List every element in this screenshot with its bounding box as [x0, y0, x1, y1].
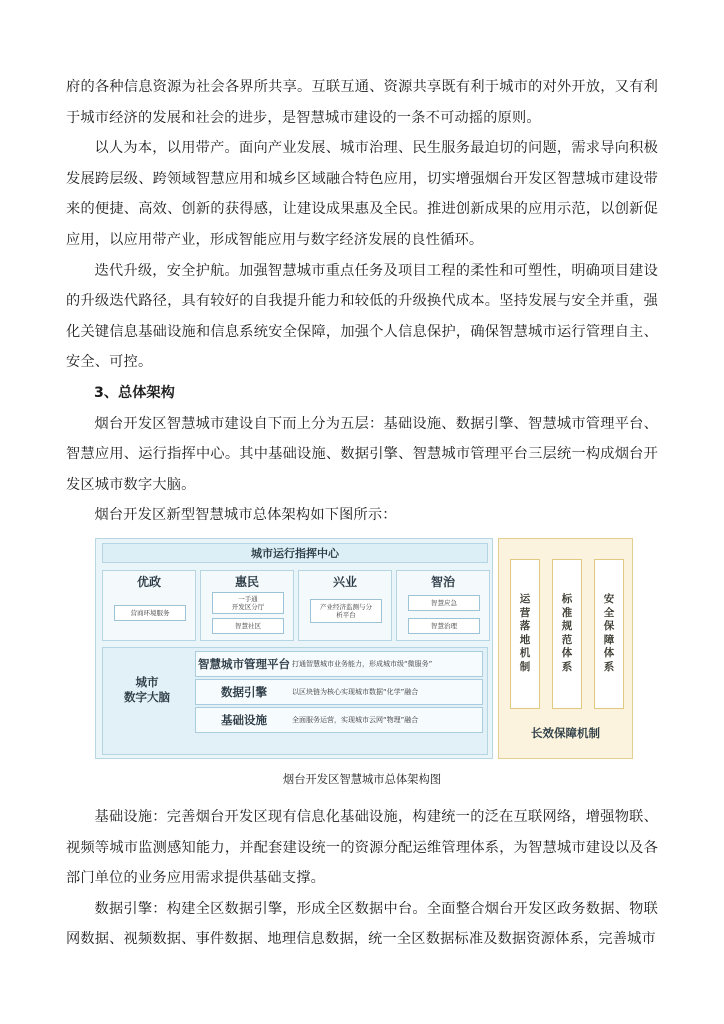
vertical-char: 系 — [603, 660, 615, 673]
paragraph-iterative-upgrade: 迭代升级，安全护航。加强智慧城市重点任务及项目工程的柔性和可塑性，明确项目建设的升级迭代路径，具有较好的自我提升能力和较低的升级换代成本。坚持发展与安全并重，强化关键信息基础设施和信息系统安全保障，加强个人信息保护，确保智慧城市运行管理自主、安全、可控。 — [66, 262, 658, 371]
domain-item: 产业经济监测与分 析平台 — [310, 599, 382, 623]
vertical-char: 地 — [519, 633, 531, 646]
vertical-char: 安 — [603, 593, 615, 606]
vertical-char: 范 — [561, 633, 573, 646]
paragraph-infrastructure: 基础设施：完善烟台开发区现有信息化基础设施，构建统一的泛在互联网络，增强物联、视频等城市监测感知能力，并配套建设统一的资源分配运维管理体系，为智慧城市建设以及各部门单位的业务应用需求提供基础支撑。 — [66, 808, 658, 887]
vertical-char: 运 — [519, 593, 531, 606]
layer-desc: 全面服务运营，实现城市云网“物理”融合 — [292, 715, 419, 724]
guarantee-label: 长效保障机制 — [531, 725, 600, 740]
guarantee-column-security — [594, 559, 624, 709]
layer-data-engine — [195, 679, 483, 705]
paragraph-people-oriented: 以人为本，以用带产。面向产业发展、城市治理、民生服务最迫切的问题，需求导向积极发展跨层级、跨领域智慧应用和城乡区域融合特色应用，切实增强烟台开发区智慧城市建设带来的便捷、高效、创新的获得感，让建设成果惠及全民。推进创新成果的应用示范，以创新促应用，以应用带产业，形成智能应用与数字经济发展的良性循环。 — [66, 140, 658, 248]
guarantee-column-operation — [510, 559, 540, 709]
domain-huimin — [200, 570, 294, 641]
domain-title: 惠民 — [234, 574, 259, 589]
domain-youzheng — [102, 570, 196, 641]
layer-desc: 打通智慧城市业务能力，形成城市级“微服务” — [292, 659, 433, 668]
command-center-bar: 城市运行指挥中心 — [102, 543, 488, 563]
paragraph-open-sharing: 府的各种信息资源为社会各界所共享。互联互通、资源共享既有利于城市的对外开放，又有利于城市经济的发展和社会的进步，是智慧城市建设的一条不可动摇的原则。 — [66, 79, 658, 126]
vertical-char: 体 — [603, 647, 615, 660]
domain-item: 智慧应急 — [408, 595, 480, 611]
vertical-char: 系 — [561, 660, 573, 673]
document-page — [66, 72, 658, 955]
layer-management-platform — [195, 651, 483, 677]
domain-xingye — [298, 570, 392, 641]
vertical-char: 标 — [561, 593, 573, 606]
vertical-char: 准 — [561, 606, 573, 619]
figure-caption: 烟台开发区智慧城市总体架构图 — [282, 772, 442, 786]
vertical-char: 规 — [561, 620, 573, 633]
layer-infrastructure — [195, 707, 483, 733]
section-heading: 3、总体架构 — [94, 384, 175, 401]
city-digital-brain — [102, 647, 488, 755]
vertical-char: 全 — [603, 606, 615, 619]
domain-title: 优政 — [136, 574, 161, 589]
domain-item: 智慧社区 — [212, 618, 284, 634]
vertical-char: 保 — [603, 620, 615, 633]
domain-item: 一手通 开发区分厅 — [212, 592, 284, 614]
domain-item: 智慧治理 — [408, 618, 480, 634]
domain-title: 智治 — [430, 574, 455, 589]
layer-name: 智慧城市管理平台 — [198, 656, 290, 671]
domain-zhizhi — [396, 570, 490, 641]
brain-label: 城市 数字大脑 — [124, 674, 170, 704]
vertical-char: 营 — [519, 606, 531, 619]
guarantee-column-standard — [552, 559, 582, 709]
layer-name: 基础设施 — [221, 712, 267, 727]
vertical-char: 落 — [519, 620, 531, 633]
application-platform-panel — [95, 538, 493, 759]
vertical-char: 机 — [519, 647, 531, 660]
layer-name: 数据引擎 — [221, 684, 267, 699]
paragraph-data-engine: 数据引擎：构建全区数据引擎，形成全区数据中台。全面整合烟台开发区政务数据、物联网数据、视频数据、事件数据、地理信息数据，统一全区数据标准及数据资源体系，完善城市 — [66, 900, 658, 948]
paragraph-five-layers: 烟台开发区智慧城市建设自下而上分为五层：基础设施、数据引擎、智慧城市管理平台、智慧应用、运行指挥中心。其中基础设施、数据引擎、智慧城市管理平台三层统一构成烟台开发区城市数字大脑。 — [66, 415, 658, 493]
vertical-char: 障 — [603, 633, 615, 646]
vertical-char: 制 — [519, 660, 531, 673]
domain-title: 兴业 — [332, 574, 357, 589]
architecture-diagram — [95, 538, 633, 759]
vertical-char: 体 — [561, 647, 573, 660]
guarantee-mechanism-panel — [498, 538, 633, 759]
domain-item: 营商环境服务 — [114, 605, 186, 621]
layer-desc: 以区块链为核心实现城市数据“化学”融合 — [292, 687, 419, 696]
paragraph-figure-intro: 烟台开发区新型智慧城市总体架构如下图所示： — [94, 507, 397, 524]
